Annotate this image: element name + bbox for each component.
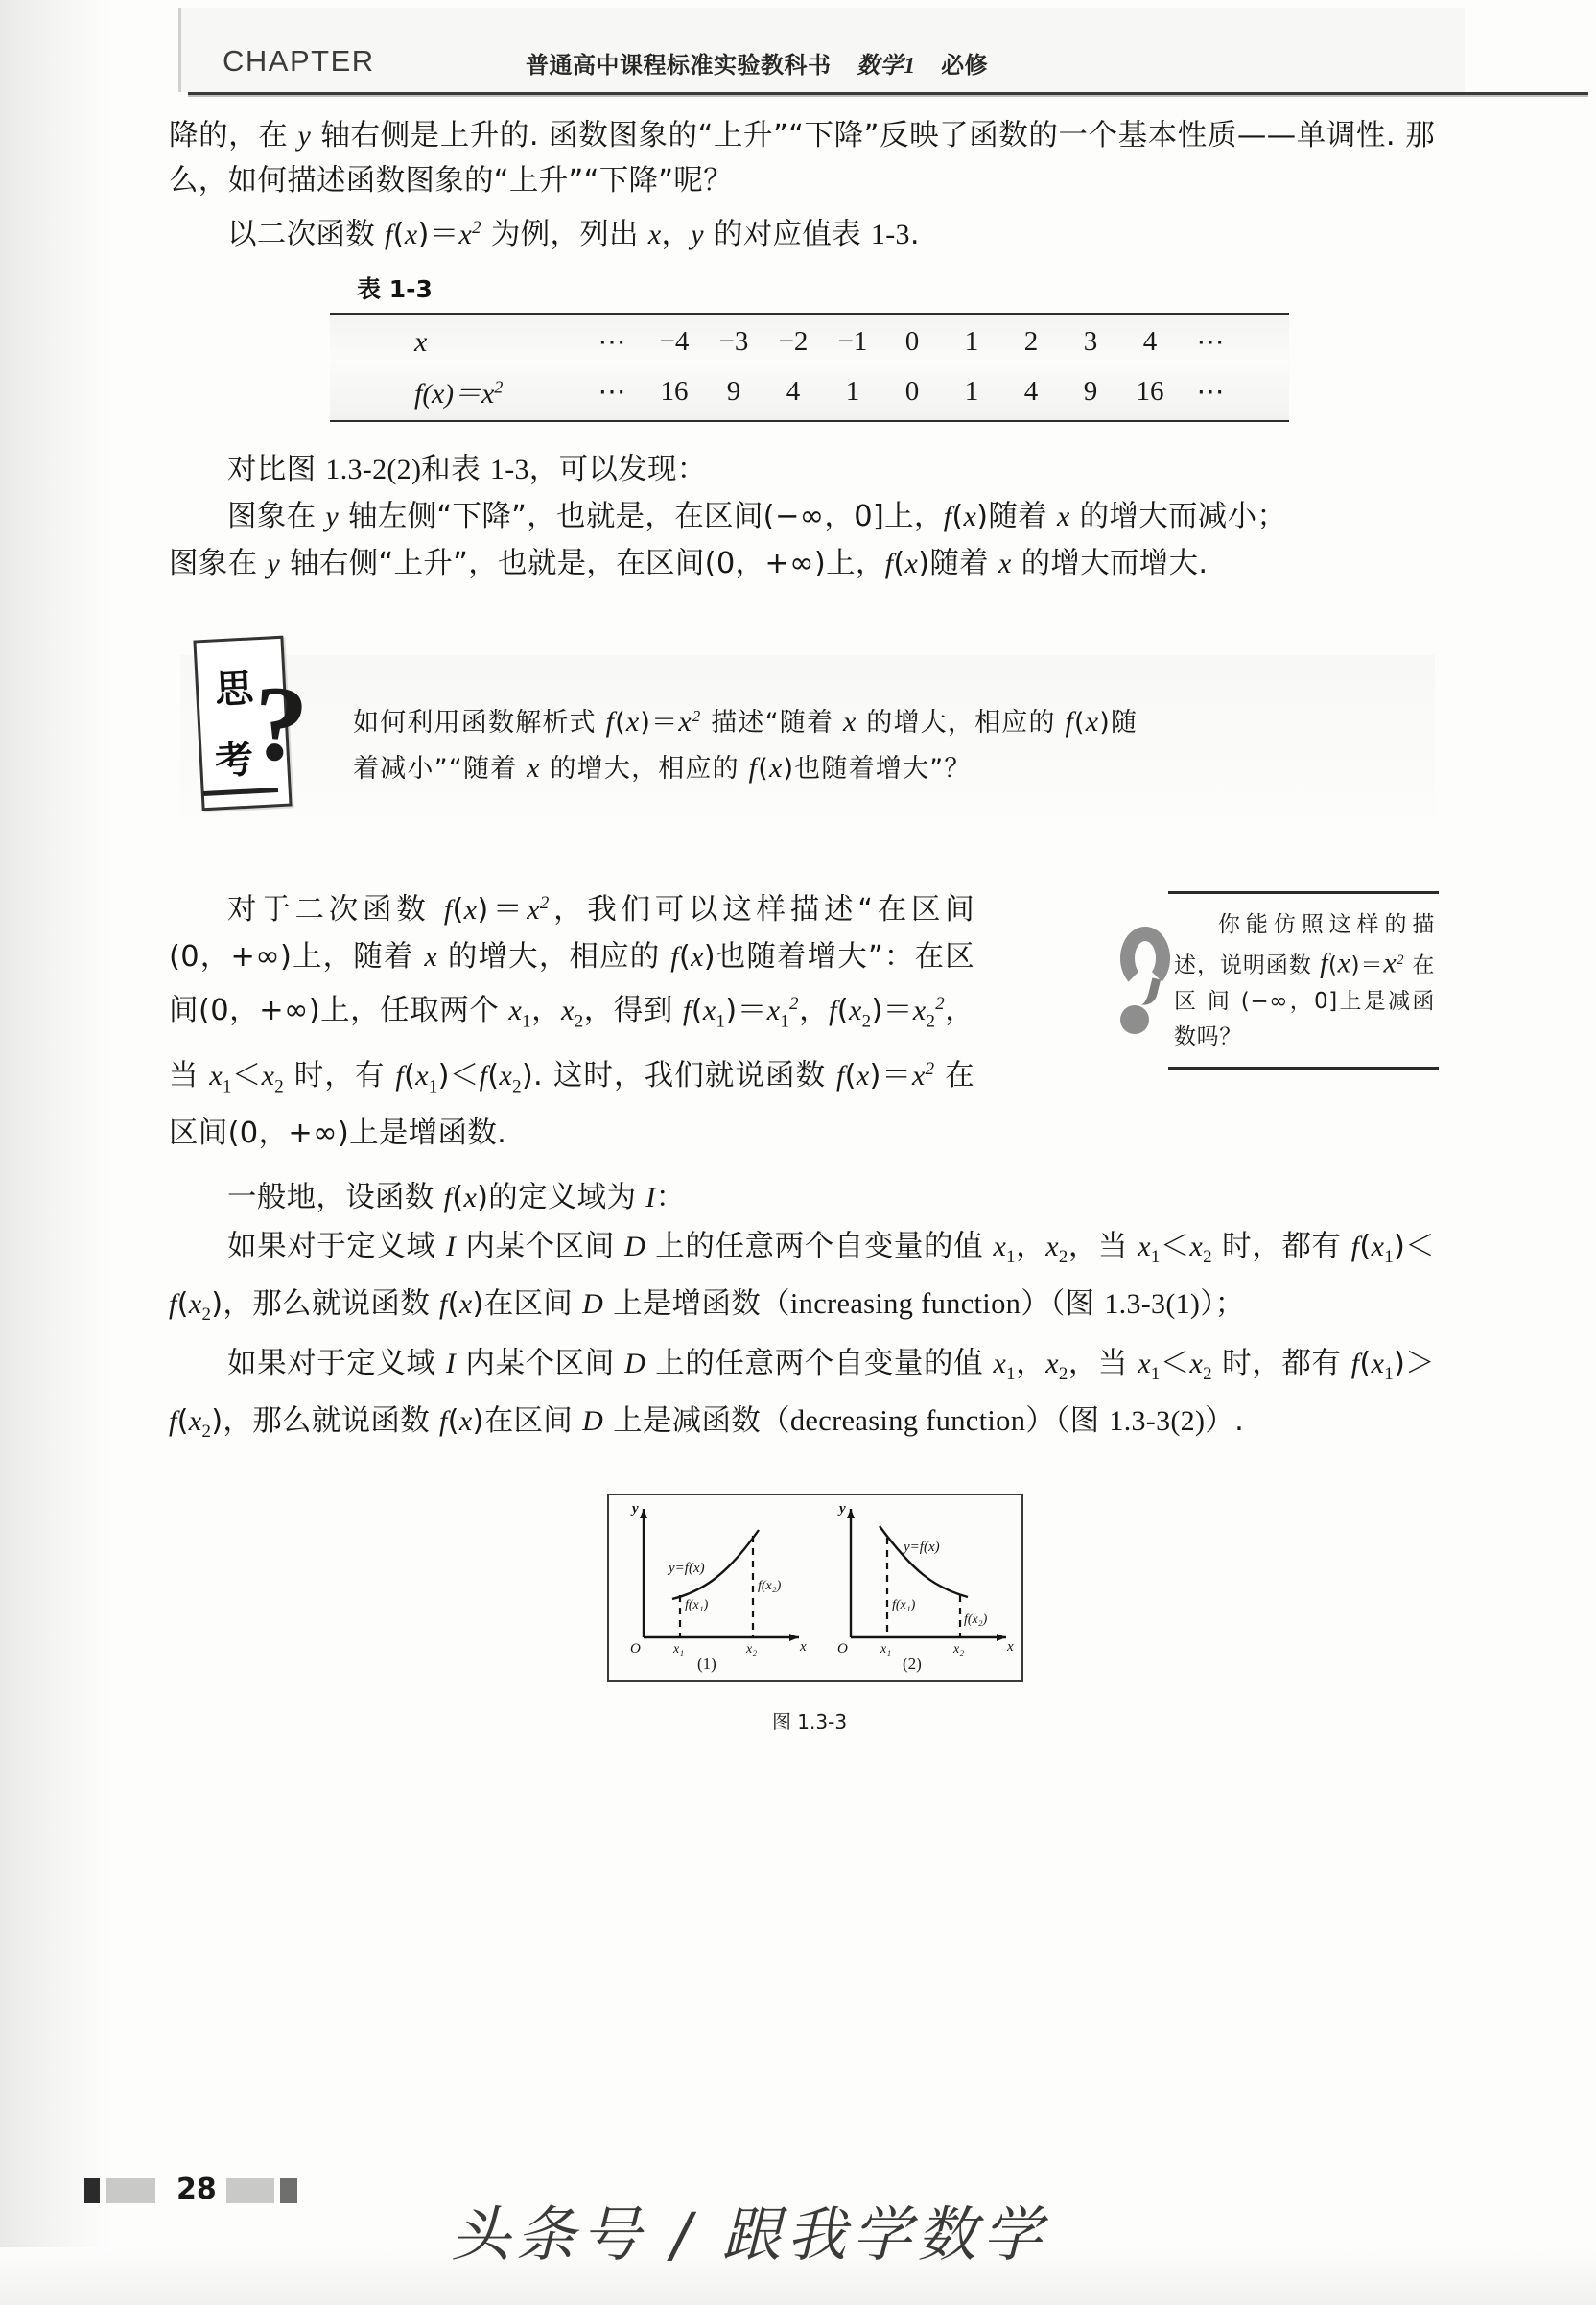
paragraph-increasing-explanation: 对于二次函数 $f(x)=x^2$，我们可以这样描述“在区间(0，+∞)上，随着 x 的增大，相应的 f(x)也随着增大”：在区间(0，+∞)上，任取两个 $x_1$，$x_2$，得到 $f(x_1)=x_1^2$，$f(x_2)=x_2^2$，当 $x_1<x_2$ 时，有 $f(x_1)<f(x_2)$. 这时，我们就说函数 $f(x)=x^2$ 在区间(0，+∞)上是增函数. [169, 893, 975, 1150]
figure-panel-decreasing [822, 1495, 1020, 1657]
panel2-x-axis-label: x [1007, 1639, 1014, 1656]
footer-bar-mid [280, 2178, 297, 2203]
table-cell: −4 [659, 326, 690, 358]
table-cell: 9 [726, 376, 741, 408]
panel2-y-axis-label: y [839, 1501, 846, 1517]
table-cell: 2 [1023, 326, 1039, 358]
table-cell-leading-dots: ⋯ [598, 377, 628, 409]
header-divider-rule [188, 92, 1588, 95]
think-icon-char-si: 思 [214, 667, 255, 714]
question-mark-decoration-icon [1118, 927, 1182, 1034]
table-rowhead-x: x [414, 325, 428, 358]
paragraph-def-increasing: 如果对于定义域 I 内某个区间 D 上的任意两个自变量的值 $x_1$，$x_2$，当 $x_1<x_2$ 时，都有 $f(x_1)<f(x_2)$，那么就说函数 f(x)在区间 D 上是增函数（increasing function）（图 1.3-3(1)）； [169, 1229, 1435, 1325]
paragraph-compare: 对比图 1.3-2(2)和表 1-3，可以发现： [227, 453, 707, 487]
paragraph-right-increase: 图象在 y 轴右侧“上升”，也就是，在区间(0，+∞)上，f(x)随着 x 的增大而增大. [169, 547, 1209, 581]
lower-section [169, 880, 1435, 1157]
side-note-text: 你能仿照这样的描述，说明函数 $f(x)=x^2$ 在 区 间 (−∞，0]上是减函数吗？ [1174, 912, 1435, 1049]
table-cell: 3 [1083, 326, 1098, 358]
table-cell-trailing-dots: ⋯ [1196, 377, 1227, 409]
question-mark-icon: ? [248, 663, 312, 786]
panel1-curve-label: y=f(x) [669, 1561, 705, 1577]
table-cell: 16 [660, 376, 689, 408]
scan-left-shadow [0, 0, 113, 2305]
think-box [180, 655, 1435, 816]
panel2-value-1: f(x₁) [892, 1598, 916, 1613]
table-cell: 1 [964, 376, 979, 408]
table-cell: −1 [837, 326, 868, 358]
page-content [169, 113, 1435, 1734]
paragraph-intro: 降的，在 y 轴右侧是上升的. 函数图象的“上升”“下降”反映了函数的一个基本性质——单调性. 那么，如何描述函数图象的“上升”“下降”呢？ [169, 119, 1435, 198]
panel1-x-axis-label: x [800, 1639, 807, 1656]
table-cell: 9 [1083, 376, 1098, 408]
table-cell: 16 [1136, 376, 1164, 408]
paragraph-domain-setup: 一般地，设函数 f(x)的定义域为 I： [227, 1180, 686, 1214]
question-tail [1131, 975, 1162, 1008]
think-icon-char-kao: 考 [214, 738, 255, 785]
side-note-box [1168, 891, 1439, 1070]
panel2-tick-2: x₂ [953, 1642, 965, 1658]
table-caption: 表 1-3 [357, 275, 433, 304]
panel1-value-2: f(x₂) [758, 1579, 782, 1594]
paragraph-example-intro: 以二次函数 $f(x)=x^2$ 为例，列出 x，y 的对应值表 1-3. [227, 218, 920, 252]
value-table [330, 313, 1289, 422]
question-dot [1120, 1005, 1149, 1034]
narrow-text-column [169, 880, 974, 1157]
table-row [376, 365, 1243, 418]
paragraph-def-decreasing: 如果对于定义域 I 内某个区间 D 上的任意两个自变量的值 $x_1$，$x_2$，当 $x_1<x_2$ 时，都有 $f(x_1)>f(x_2)$，那么就说函数 f(x)在区间 D 上是减函数（decreasing function）（图 1.3-3(2)）. [169, 1347, 1435, 1443]
page-number: 28 [176, 2173, 217, 2206]
chapter-label: CHAPTER [223, 44, 375, 78]
table-rowhead-fx: $f(x)=x^2$ [414, 377, 504, 411]
panel2-value-2: f(x₂) [964, 1612, 988, 1628]
think-icon [190, 638, 343, 806]
panel1-tick-2: x₂ [746, 1642, 758, 1658]
footer-bar-dark [84, 2178, 100, 2203]
table-cell-trailing-dots: ⋯ [1196, 327, 1227, 359]
paragraph-left-decrease: 图象在 y 轴左侧“下降”，也就是，在区间(−∞，0]上，f(x)随着 x 的增大而减小； [227, 500, 1287, 534]
volume-label: 数学1 [857, 54, 916, 79]
table-cell: 4 [1142, 326, 1158, 358]
table-cell: 1 [964, 326, 979, 358]
table-cell: −2 [778, 326, 809, 358]
panel1-tick-1: x₁ [673, 1642, 685, 1658]
table-cell: −3 [718, 326, 749, 358]
table-cell-leading-dots: ⋯ [598, 327, 628, 359]
figure-subcaption-1: (1) [697, 1655, 716, 1674]
table-cell: 0 [904, 376, 920, 408]
think-box-text: 如何利用函数解析式 $f(x)=x^2$ 描述“随着 x 的增大，相应的 f(x)随 着减小”“随着 x 的增大，相应的 f(x)也随着增大”？ [353, 706, 1138, 785]
book-title-header [526, 46, 988, 80]
panel1-origin-label: O [630, 1641, 641, 1658]
table-cell: 1 [845, 376, 860, 408]
watermark: 头条号 / 跟我学数学 [451, 2199, 1048, 2270]
table-cell: 4 [1023, 376, 1039, 408]
figure-panel-increasing [615, 1495, 812, 1657]
panel2-curve-label: y=f(x) [904, 1540, 940, 1556]
definition-section [169, 1174, 1435, 1455]
figure-subcaption-2: (2) [903, 1655, 922, 1674]
course-type-label: 必修 [941, 52, 989, 79]
figure-caption: 图 1.3-3 [771, 1710, 848, 1734]
panel2-tick-1: x₁ [880, 1642, 892, 1658]
footer-bar-light-2 [226, 2178, 274, 2203]
panel2-origin-label: O [837, 1641, 848, 1658]
table-cell: 0 [904, 326, 920, 358]
figure-1-3-3 [607, 1494, 1023, 1682]
panel1-value-1: f(x₁) [685, 1598, 709, 1613]
table-row [376, 318, 1243, 365]
book-title-text: 普通高中课程标准实验教科书 [526, 52, 832, 79]
panel1-y-axis-label: y [632, 1501, 639, 1517]
table-cell: 4 [786, 376, 801, 408]
footer-bar-light-1 [106, 2178, 155, 2203]
